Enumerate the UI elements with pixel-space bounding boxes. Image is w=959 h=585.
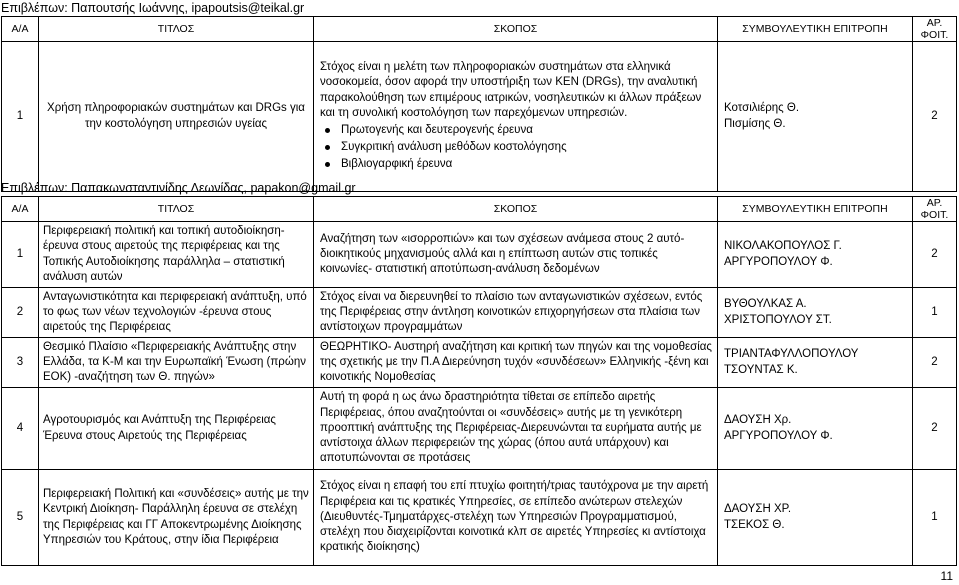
committee-member: ΔΑΟΥΣΗ ΧΡ. — [724, 503, 792, 516]
thesis-aim: ΘΕΩΡΗΤΙΚΟ- Αυστηρή αναζήτηση και κριτική των πηγών και της νομοθεσίας της σχετικής με την Π.Α Διερεύνηση τυχόν «συνδέσεων» Ελληνικής -ξένη και κοινοτικής Νομοθεσίας — [314, 338, 718, 388]
row-number: 3 — [2, 338, 39, 388]
student-count: 2 — [913, 338, 957, 388]
row-number: 1 — [2, 42, 39, 192]
supervisor-line-2: Επιβλέπων: Παπακωνσταντινίδης Λεωνίδας, papakon@gmail.gr — [1, 181, 356, 195]
committee-member: Πισμίσης Θ. — [724, 117, 786, 130]
student-count: 1 — [913, 288, 957, 338]
list-item: Πρωτογενής και δευτερογενής έρευνα — [341, 122, 713, 139]
advisory-committee — [718, 42, 913, 192]
aim-text: Στόχος είναι η μελέτη των πληροφοριακών συστημάτων στα ελληνικά νοσοκομεία, όσον αφορά την υποστήριξη των ΚΕΝ (DRGs), την αναλυτική παρακολούθηση των επιμέρους ιατρικών, νοσηλευτικών κι άλλων πράξεων και τη συνολική κοστολόγηση των παρεχόμενων υπηρεσιών. — [320, 60, 702, 119]
advisory-committee — [718, 288, 913, 338]
row-number: 4 — [2, 388, 39, 470]
committee-member: ΔΑΟΥΣΗ Χρ. — [724, 414, 792, 427]
table-row — [2, 470, 957, 566]
advisory-committee — [718, 470, 913, 566]
thesis-table-1 — [1, 16, 957, 192]
table-row — [2, 42, 957, 192]
header-num: Α/Α — [2, 17, 39, 42]
list-item: Βιβλιογαρφική έρευνα — [341, 156, 713, 173]
list-item: Συγκριτική ανάλυση μεθόδων κοστολόγησης — [341, 139, 713, 156]
header-title: ΤΙΤΛΟΣ — [39, 197, 314, 222]
table-row — [2, 222, 957, 288]
committee-member: ΑΡΓΥΡΟΠΟΥΛΟΥ Φ. — [724, 255, 833, 268]
thesis-aim — [314, 42, 718, 192]
table-header-row — [2, 17, 957, 42]
thesis-aim: Αναζήτηση των «ισορροπιών» και των σχέσεων ανάμεσα στους 2 αυτό-διοικητικούς μηχανισμούς αλλά και η επίπτωση αυτών στις τοπικές κοινωνίες- στατιστική αποτύπωση-ανάλυση δεδομένων — [314, 222, 718, 288]
table-row — [2, 338, 957, 388]
student-count: 1 — [913, 470, 957, 566]
committee-member: Κοτσιλιέρης Θ. — [724, 102, 800, 115]
header-num: Α/Α — [2, 197, 39, 222]
committee-member: ΤΣΟΥΝΤΑΣ Κ. — [724, 363, 798, 376]
thesis-title: Ανταγωνιστικότητα και περιφερειακή ανάπτυξη, υπό το φως των νέων τεχνολογιών -έρευνα στους αιρετούς της Περιφέρειας — [39, 288, 314, 338]
header-committee: ΣΥΜΒΟΥΛΕΥΤΙΚΗ ΕΠΙΤΡΟΠΗ — [718, 197, 913, 222]
committee-member: ΑΡΓΥΡΟΠΟΥΛΟΥ Φ. — [724, 429, 833, 442]
advisory-committee — [718, 222, 913, 288]
committee-member: ΒΥΘΟΥΛΚΑΣ Α. — [724, 298, 807, 311]
header-aim: ΣΚΟΠΟΣ — [314, 17, 718, 42]
thesis-table-2 — [1, 196, 957, 566]
header-committee: ΣΥΜΒΟΥΛΕΥΤΙΚΗ ΕΠΙΤΡΟΠΗ — [718, 17, 913, 42]
thesis-title: Περιφερειακή πολιτική και τοπική αυτοδιοίκηση- έρευνα στους αιρετούς της περιφέρειας και της Τοπικής Αυτοδιοίκησης παράλληλα – στατιστική ανάλυση αυτών — [39, 222, 314, 288]
row-number: 2 — [2, 288, 39, 338]
header-students: ΑΡ. ΦΟΙΤ. — [913, 197, 957, 222]
thesis-title: Περιφερειακή Πολιτική και «συνδέσεις» αυτής με την Κεντρική Διοίκηση- Παράλληλη έρευνα σε στελέχη της Περιφέρειας και ΓΓ Αποκεντρωμένης Διοίκησης Υπηρεσιών του Κράτους, στην ίδια Περιφέρεια — [39, 470, 314, 566]
thesis-aim: Στόχος είναι να διερευνηθεί το πλαίσιο των ανταγωνιστικών σχέσεων, εντός της Περιφέρειας στην άντληση κοινοτικών επιχορηγήσεων στα πλαίσια των αντίστοιχων προγραμμάτων — [314, 288, 718, 338]
aim-bullet-list — [320, 122, 713, 173]
thesis-aim: Αυτή τη φορά η ως άνω δραστηριότητα τίθεται σε επίπεδο αιρετής Περιφέρειας, όπου αναζητούνται οι «συνδέσεις» αυτής με τη γενικότερη προοπτική ανάπτυξης της Περιφέρειας-Διερευνώνται τα ευρήματα αυτής με αντίστοιχα άλλων περιφερειών της χώρας (όπου αυτά υπάρχουν) και αποτυπώνονται σε προτάσεις — [314, 388, 718, 470]
student-count: 2 — [913, 42, 957, 192]
table-row — [2, 388, 957, 470]
committee-member: ΧΡΙΣΤΟΠΟΥΛΟΥ ΣΤ. — [724, 313, 832, 326]
thesis-title: Χρήση πληροφοριακών συστημάτων και DRGs για την κοστολόγηση υπηρεσιών υγείας — [39, 42, 314, 192]
table-row — [2, 288, 957, 338]
table-header-row — [2, 197, 957, 222]
header-students: ΑΡ. ΦΟΙΤ. — [913, 17, 957, 42]
header-aim: ΣΚΟΠΟΣ — [314, 197, 718, 222]
student-count: 2 — [913, 222, 957, 288]
supervisor-line-1: Επιβλέπων: Παπουτσής Ιωάννης, ipapoutsis@teikal.gr — [1, 1, 305, 15]
row-number: 1 — [2, 222, 39, 288]
row-number: 5 — [2, 470, 39, 566]
page-number: 11 — [940, 569, 953, 583]
thesis-aim: Στόχος είναι η επαφή του επί πτυχίω φοιτητή/τριας ταυτόχρονα με την αιρετή Περιφέρεια και τις κρατικές Υπηρεσίες, σε επίπεδο ανώτερων στελεχών (Διευθυντές-Τμηματάρχες-στελέχη των Υπηρεσιών Προγραμματισμού, στελέχη που διαχειρίζονται κοινοτικά κλπ σε αιρετές Υπηρεσίες κι αντίστοιχα κρατικής διοίκησης) — [314, 470, 718, 566]
advisory-committee — [718, 388, 913, 470]
committee-member: ΤΡΙΑΝΤΑΦΥΛΛΟΠΟΥΛΟΥ — [724, 348, 859, 361]
committee-member: ΤΣΕΚΟΣ Θ. — [724, 518, 785, 531]
advisory-committee — [718, 338, 913, 388]
thesis-title: Αγροτουρισμός και Ανάπτυξη της Περιφέρειας Έρευνα στους Αιρετούς της Περιφέρειας — [39, 388, 314, 470]
thesis-title: Θεσμικό Πλαίσιο «Περιφερειακής Ανάπτυξης στην Ελλάδα, τα Κ-Μ και την Ευρωπαϊκή Ένωση (πρώην ΕΟΚ) -αναζήτηση των Θ. πηγών» — [39, 338, 314, 388]
student-count: 2 — [913, 388, 957, 470]
header-title: ΤΙΤΛΟΣ — [39, 17, 314, 42]
committee-member: ΝΙΚΟΛΑΚΟΠΟΥΛΟΣ Γ. — [724, 240, 842, 253]
